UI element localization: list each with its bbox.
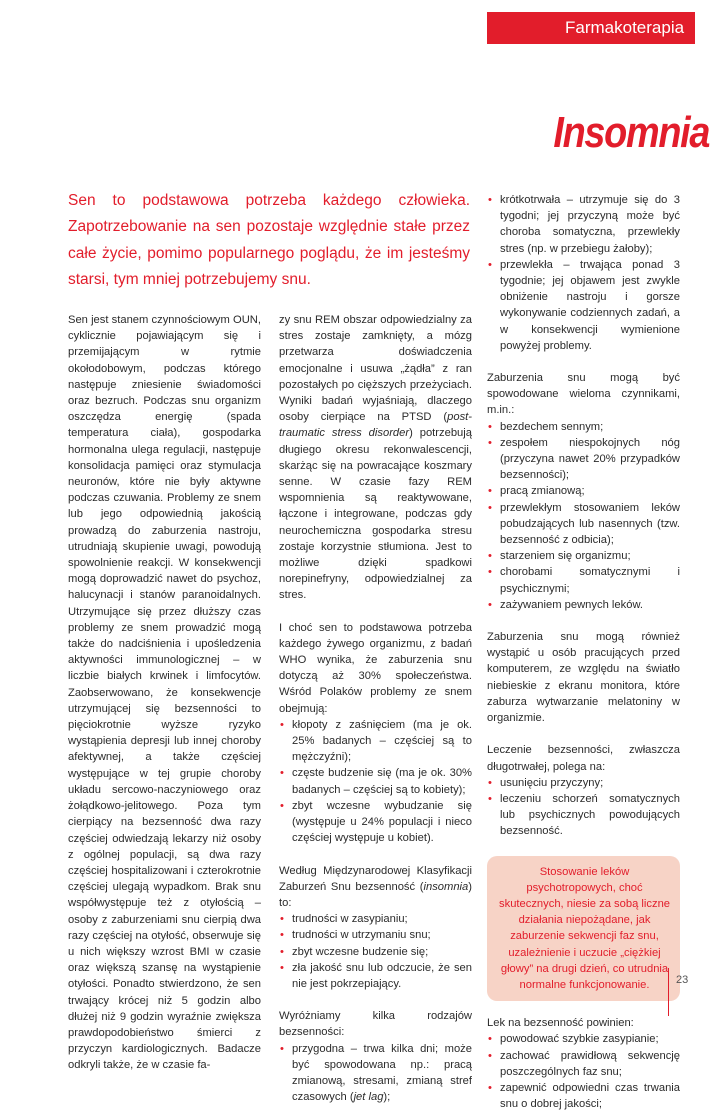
- text-run: przygodna – trwa kilka dni; może być spowodowana np.: pracą zmianową, stresami, zmianą stref czasowych (: [292, 1042, 472, 1104]
- text-run: ) potrzebują długiego okresu rekonwalescencji, skarżąc się na powracające koszmary senne. W czasie fazy REM wspomnienia są reaktywowane, łączone i integrowane, podczas gdy neurochemiczna gospodarka stresu zostaje korzystnie stłumiona. Jest to możliwe dzięki spadkowi norepinefryny, odpowiedzialnej za stres.: [279, 427, 472, 602]
- list-item: • trudności w utrzymaniu snu;: [279, 927, 472, 943]
- article-title: Insomnia: [553, 108, 709, 157]
- body-paragraph: Lek na bezsenność powinien:: [487, 1017, 634, 1030]
- body-paragraph: I choć sen to podstawowa potrzeba każdego żywego organizmu, z badań WHO wynika, że zaburzenia snu dotyczą aż 30% społeczeństwa. Wśród Polaków problemy ze snem obejmują:: [279, 621, 472, 715]
- treatment-list: [487, 775, 680, 840]
- list-item: • krótkotrwała – utrzymuje się do 3 tygodni; jej przyczyną może być choroba somatyczna, przewlekły stres (np. w przebiegu żałoby);: [487, 192, 680, 257]
- body-paragraph: Zaburzenia snu mogą być spowodowane wieloma czynnikami, m.in.:: [487, 372, 680, 417]
- section-tab: Farmakoterapia: [487, 12, 695, 44]
- list-item: • przewlekła – trwająca ponad 3 tygodnie; jej objawem jest zwykle obniżenie nastroju i gorsze wykonywanie codziennych zadań, a w konsekwencji wymienione powyżej problemy.: [487, 257, 680, 354]
- term: jet lag: [353, 1091, 384, 1104]
- insomnia-types-list-cont: [487, 192, 680, 354]
- list-item: • kłopoty z zaśnięciem (ma je ok. 25% badanych – częściej są to mężczyźni);: [279, 717, 472, 766]
- page-number: 23: [676, 974, 689, 986]
- text-run: );: [383, 1091, 391, 1104]
- list-item: • bezdechem sennym;: [487, 419, 680, 435]
- body-paragraph: [279, 863, 472, 912]
- list-item: [279, 1041, 472, 1106]
- column-2: [279, 312, 472, 1105]
- list-item: • chorobami somatycznymi i psychicznymi;: [487, 564, 680, 596]
- list-item: • usunięciu przyczyny;: [487, 775, 680, 791]
- body-paragraph: [279, 312, 472, 604]
- text-run: ) to:: [279, 880, 472, 909]
- list-item: • starzeniem się organizmu;: [487, 548, 680, 564]
- body-paragraph: Zaburzenia snu mogą również wystąpić u osób pracujących przed komputerem, ze względu na światło niebieskie z ekranu monitora, które zaburza wytwarzanie melatoniny w organizmie.: [487, 631, 680, 725]
- lead-paragraph: Sen to podstawowa potrzeba każdego człowieka. Zapotrzebowanie na sen pozostaje względnie stałe przez całe życie, pomimo popularnego poglądu, że im jesteśmy starsi, tym mniej potrzebujemy snu.: [68, 192, 470, 288]
- text-run: Według Międzynarodowej Klasyfikacji Zaburzeń Snu bezsenność (: [279, 864, 472, 893]
- term: post-traumatic stress disorder: [279, 411, 472, 440]
- drug-requirements-list: [487, 1031, 680, 1112]
- list-item: • pracą zmianową;: [487, 483, 680, 499]
- insomnia-types-list: [279, 1041, 472, 1106]
- sleep-problems-list: [279, 717, 472, 847]
- column-3: [487, 192, 680, 1112]
- list-item: • zbyt wczesne wybudzanie się (występuje u 24% populacji i nieco częściej występuje u kobiet).: [279, 798, 472, 847]
- list-item: • zachować prawidłową sekwencję poszczególnych faz snu;: [487, 1048, 680, 1080]
- body-paragraph: Sen jest stanem czynnościowym OUN, cyklicznie pojawiającym się i przemijającym w rytmie okołodobowym, podczas którego następuje zniesienie świadomości oraz bezruch. Podczas snu organizm oszczędza energię (spada temperatura ciała), gospodarka hormonalna ulega regulacji, następuje konsolidacja pamięci oraz stymulacja neuronów, które nie były aktywne podczas czuwania. Problemy ze snem lub jego odpowiednią jakością prowadzą do zaburzenia nastroju, utrudniają skupienie uwagi, powodują spowolnienie reakcji. W konsekwencji mogą doprowadzić nawet do psychoz, halucynacji i stanów paranoidalnych. Utrzymujące się przez dłuższy czas problemy ze snem prowadzić mogą także do nadciśnienia i upośledzenia aktywności immunologicznej – w liczbie białych krwinek i limfocytów. Zaobserwowano, że konsekwencje utrzymującej się bezsenności to pięciokrotnie wyższe ryzyko wystąpienia depresji lub innej choroby afektywnej, a także częściej występujące w tej grupie choroby układu sercowo-naczyniowego oraz żołądkowo-jelitowego. Poza tym cierpiący na bezsenność dwa razy częściej odwiedzają lekarzy niż osoby z ogólnej populacji, są dwa razy częściej hospitalizowani i czterokrotnie częściej ulegają wypadkom. Brak snu współwystępuje też z otyłością – osoby z zaburzeniami snu cierpią dwa razy częściej na otyłość, obserwuje się u nich większy wzrost BMI w czasie oraz większą szansę na wystąpienie otyłości. Ponadto stwierdzono, że sen trwający krócej niż 5 godzin albo dłużej niż 9 godzin wyraźnie zwiększa prawdopodobieństwo śmierci z przyczyn kardiologicznych. Badacze odkryli także, że w czasie fa-: [68, 314, 261, 1072]
- list-item: • zespołem niespokojnych nóg (przyczyna nawet 20% przypadków bezsenności);: [487, 435, 680, 484]
- list-item: • zbyt wczesne budzenie się;: [279, 944, 472, 960]
- text-run: zy snu REM obszar odpowiedzialny za stres zostaje zamknięty, a mózg przetwarza doświadczenia emocjonalne i usuwa „żądła” z ran pozostałych po cięższych przeżyciach. Wyniki badań wyjaśniają, dlaczego osoby cierpiące na PTSD (: [279, 314, 472, 424]
- body-paragraph: Wyróżniamy kilka rodzajów bezsenności:: [279, 1010, 472, 1039]
- highlight-box: [487, 856, 680, 1002]
- body-paragraph: Leczenie bezsenności, zwłaszcza długotrwałej, polega na:: [487, 744, 680, 773]
- page-number-rule: [668, 968, 669, 1016]
- list-item: • częste budzenie się (ma je ok. 30% badanych – częściej są to kobiety);: [279, 765, 472, 797]
- list-item: • powodować szybkie zasypianie;: [487, 1031, 680, 1047]
- list-item: • przewlekłym stosowaniem leków pobudzających lub nasennych (tzw. bezsenność z odbicia);: [487, 500, 680, 549]
- list-item: • zażywaniem pewnych leków.: [487, 597, 680, 613]
- list-item: • zapewnić odpowiedni czas trwania snu o dobrej jakości;: [487, 1080, 680, 1112]
- list-item: • zła jakość snu lub odczucie, że sen nie jest pokrzepiający.: [279, 960, 472, 992]
- column-1: [68, 312, 261, 1074]
- causes-list: [487, 419, 680, 613]
- list-item: • trudności w zasypianiu;: [279, 911, 472, 927]
- term: insomnia: [423, 880, 469, 893]
- highlight-text: Stosowanie leków psychotropowych, choć skutecznych, niesie za sobą liczne działania niepożądane, jak zaburzenie sekwencji faz snu, uzależnienie i uczucie „ciężkiej głowy” na drugi dzień, co utrudnia normalne funkcjonowanie.: [499, 865, 671, 991]
- insomnia-definition-list: [279, 911, 472, 992]
- list-item: • leczeniu schorzeń somatycznych lub psychicznych powodujących bezsenność.: [487, 791, 680, 840]
